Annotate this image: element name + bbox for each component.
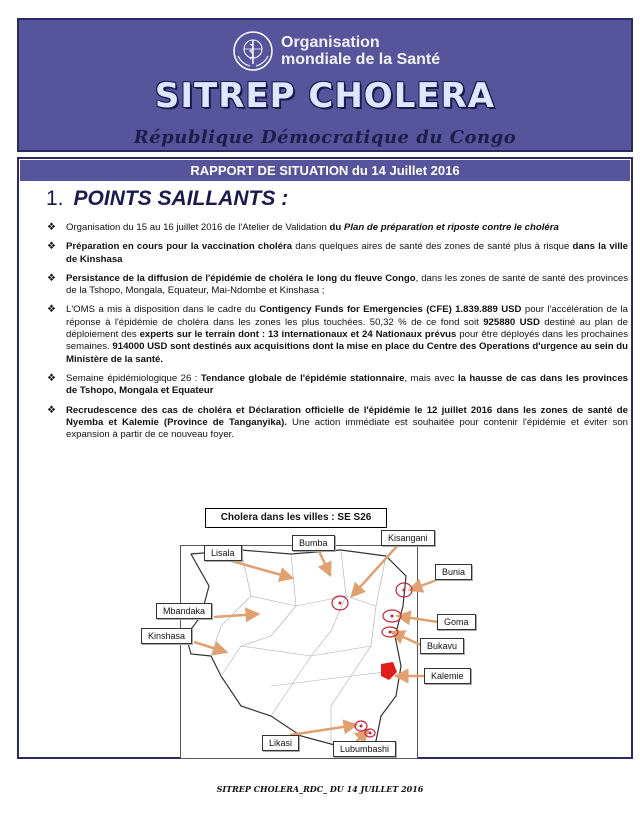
bullet-text-segment: experts sur le terrain dont : 13 internationaux et 24 Nationaux prévus [139,329,457,341]
bullet-text-segment: , mais avec [404,372,458,384]
bullet-marker-icon: ❖ [47,222,56,233]
label-kisangani: Kisangani [381,530,435,546]
bullet-item [46,304,628,365]
bullet-text-segment: Plan de préparation et riposte contre le choléra [343,222,559,233]
section-number: 1. [46,187,64,210]
bullet-text-segment: Semaine épidémiologique 26 : [66,372,201,384]
bullet-text-segment: destiné au plan de déploiement des [66,316,628,341]
label-lubumbashi: Lubumbashi [333,741,396,757]
bullet-marker-icon: ❖ [47,372,56,384]
bullet-text-segment: , dans les zones de santé de santé des provinces de la Tshopo, Mongala, Equateur, Mai-Ndombe et Kinshasa ; [66,272,628,297]
bullet-text-segment: dans la ville de Kinshasa [66,241,628,265]
bullet-text-segment: dans quelques aires de santé des zones de santé plus à risque [292,241,573,253]
label-bumba: Bumba [292,535,335,551]
bullet-text-segment: Tendance globale de l'épidémie stationnaire [200,372,405,384]
bullet-text-segment: du [329,222,344,233]
label-bunia: Bunia [435,564,472,580]
bullet-item [46,241,628,266]
bullet-text-segment: pour être déployés dans les prochaines semaines. [66,329,628,353]
bullet-text-segment: Persistance de la diffusion de l'épidémie de choléra le long du fleuve Congo [66,272,416,284]
label-bukavu: Bukavu [420,638,464,654]
label-lisala: Lisala [204,545,242,561]
drc-map-drawing [181,546,417,758]
bullet-text-segment: 914000 USD sont destinés aux acquisitions dont la mise en place du Centre des Operations d'urgence au sein du Ministère de la santé. [66,341,628,365]
drc-map [180,545,418,759]
country-outline [186,550,406,751]
country-subtitle: République Démocratique du Congo [133,127,517,148]
section-title: POINTS SAILLANTS : [73,187,289,210]
bullet-text-segment: Organisation du 15 au 16 juillet 2016 de l'Atelier de Validation [66,222,330,233]
bullet-item [46,405,628,442]
bullet-text-segment: Une action immédiate est souhaitée pour contenir l'épidémie et éviter son expansion à partir de ce nouveau foyer. [66,416,628,441]
bullet-marker-icon: ❖ [47,304,56,316]
bullet-text-segment: Préparation en cours pour la vaccination choléra [66,241,293,253]
org-line-1: Organisation [281,34,380,51]
report-date-bar: RAPPORT DE SITUATION du 14 Juillet 2016 [20,160,630,181]
label-goma: Goma [437,614,476,630]
who-logo-icon [232,30,274,72]
bullet-marker-icon: ❖ [47,404,56,416]
bullet-text-segment: pour l'accélération de la réponse à l'épidémie de choléra dans les zones les plus touchées. 50,32 % de ce fond soit [66,304,628,328]
bullet-marker-icon: ❖ [47,241,56,253]
section-heading [46,187,288,211]
bullet-item [46,373,628,398]
label-mbandaka: Mbandaka [156,603,212,619]
label-kalemie: Kalemie [424,668,471,684]
bullet-item [46,273,628,298]
bullet-item [46,222,628,234]
label-kinshasa: Kinshasa [141,628,192,644]
bullet-text-segment: L'OMS a mis à disposition dans le cadre du [66,304,260,316]
org-line-2: mondiale de la Santé [281,51,441,68]
bullet-marker-icon: ❖ [47,272,56,284]
label-likasi: Likasi [262,735,299,751]
bullet-text-segment: Recrudescence des cas de choléra et Déclaration officielle de l'épidémie le 12 juillet 2016 dans les zones de santé de Nyemba et Kalemie (Province de Tanganyika). [66,404,628,428]
bullet-text-segment: la hausse de cas dans les provinces de Tshopo, Mongala et Equateur [66,372,628,397]
header-banner [17,18,633,152]
bullet-text-segment: Contigency Funds for Emergencies (CFE) 1.839.889 USD [259,304,522,316]
highlights-list [46,222,628,448]
page-footer: SITREP CHOLERA_RDC_ DU 14 JUILLET 2016 [216,784,424,794]
page-title: SITREP CHOLERA [154,76,496,116]
org-name [281,34,440,68]
map-caption: Cholera dans les villes : SE S26 [205,508,387,528]
bullet-text-segment: 925880 USD [483,316,540,328]
